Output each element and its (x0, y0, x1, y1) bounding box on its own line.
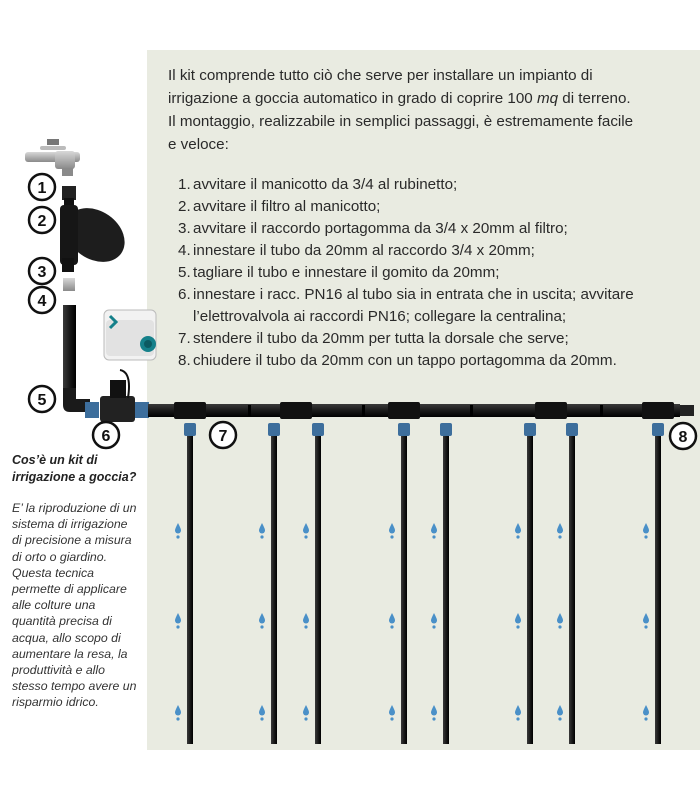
badge-3 (29, 258, 55, 284)
pn16-fitting (85, 402, 99, 418)
drip-connector (312, 423, 324, 436)
drip-connector (268, 423, 280, 436)
intro-line-2-pre: irrigazione a goccia automatico in grado di coprire 100 (168, 90, 537, 107)
tee-fitting (280, 402, 312, 419)
water-drop-icon (260, 625, 263, 628)
water-drop-icon (390, 717, 393, 720)
badge-7 (210, 422, 236, 448)
badge-1 (29, 174, 55, 200)
drip-connector (398, 423, 410, 436)
drip-line (443, 436, 449, 744)
badge-label: 7 (218, 428, 228, 445)
water-drop-icon (557, 613, 563, 624)
water-drop-icon (259, 523, 265, 534)
badge-4 (29, 287, 55, 313)
water-drop-icon (390, 625, 393, 628)
pn16-fitting (135, 402, 149, 418)
step-number: 5. (178, 264, 191, 281)
faucet-icon (25, 139, 80, 176)
intro-unit: mq (536, 90, 559, 107)
intro-line-3: Il montaggio, realizzabile in semplici passaggi, è estremamente facile (168, 113, 634, 130)
badge-label: 5 (37, 392, 47, 409)
step-text: chiudere il tubo da 20mm con un tappo portagomma da 20mm. (193, 352, 617, 369)
water-drop-icon (175, 523, 181, 534)
badge-5 (29, 386, 55, 412)
tee-fitting (174, 402, 206, 419)
faq-body: E’ la riproduzione di un sistema di irrigazione di precisione a misura di orto o giardino. Questa tecnica permette di applicare alle colture una quantità precisa di acqua, allo scopo di aumentare la resa, la produttività e allo stesso tempo avere un risparmio idrico. (12, 501, 137, 710)
tee-fitting (535, 402, 567, 419)
badge-label: 8 (678, 429, 688, 446)
step-number: 2. (178, 198, 191, 215)
water-drop-icon (176, 535, 179, 538)
badge-label: 2 (37, 213, 47, 230)
water-drop-icon (558, 625, 561, 628)
pipe-joint (248, 405, 251, 416)
filter-icon (55, 197, 135, 273)
water-drop-icon (432, 625, 435, 628)
pipe-joint (362, 405, 365, 416)
water-drop-icon (431, 613, 437, 624)
intro-line-2-post: di terreno. (558, 90, 631, 107)
drip-connector (566, 423, 578, 436)
drip-line (401, 436, 407, 744)
water-drop-icon (389, 613, 395, 624)
intro-line-4: e veloce: (168, 136, 229, 153)
step-text: tagliare il tubo e innestare il gomito da 20mm; (193, 264, 500, 281)
badge-label: 3 (37, 264, 47, 281)
step-text: innestare il tubo da 20mm al raccordo 3/4 x 20mm; (193, 242, 535, 259)
step-text: avvitare il filtro al manicotto; (193, 198, 381, 215)
water-drop-icon (431, 523, 437, 534)
drip-line (655, 436, 661, 744)
pipe-joint (600, 405, 603, 416)
water-drop-icon (431, 705, 437, 716)
step-number: 4. (178, 242, 191, 259)
drip-line (187, 436, 193, 744)
feed-pipe (63, 305, 76, 390)
badge-label: 4 (37, 293, 47, 310)
intro-line-1: Il kit comprende tutto ciò che serve per installare un impianto di (168, 67, 593, 84)
drip-connector (524, 423, 536, 436)
water-drop-icon (644, 625, 647, 628)
water-drop-icon (259, 705, 265, 716)
water-drop-icon (304, 625, 307, 628)
water-drop-icon (516, 535, 519, 538)
water-drop-icon (643, 705, 649, 716)
drip-line (527, 436, 533, 744)
step-number: 7. (178, 330, 191, 347)
step-text: avvitare il manicotto da 3/4 al rubinetto; (193, 176, 458, 193)
badge-2 (29, 207, 55, 233)
step-number: 3. (178, 220, 191, 237)
water-drop-icon (432, 535, 435, 538)
water-drop-icon (516, 717, 519, 720)
water-drop-icon (175, 613, 181, 624)
water-drop-icon (515, 523, 521, 534)
water-drop-icon (558, 717, 561, 720)
water-drop-icon (644, 535, 647, 538)
water-drop-icon (432, 717, 435, 720)
controller-icon (104, 310, 156, 360)
water-drop-icon (303, 523, 309, 534)
step-text: stendere il tubo da 20mm per tutta la dorsale che serve; (193, 330, 569, 347)
water-drop-icon (260, 535, 263, 538)
water-drop-icon (389, 705, 395, 716)
drip-connector (184, 423, 196, 436)
water-drop-icon (558, 535, 561, 538)
water-drop-icon (390, 535, 393, 538)
water-drop-icon (515, 705, 521, 716)
water-drop-icon (176, 717, 179, 720)
faq-title: Cos’è un kit di irrigazione a goccia? (12, 453, 137, 484)
water-drop-icon (643, 523, 649, 534)
water-drop-icon (644, 717, 647, 720)
hose-adapter-fitting (63, 278, 75, 291)
drip-line (569, 436, 575, 744)
end-cap (680, 405, 694, 416)
water-drop-icon (303, 613, 309, 624)
lateral-lines (174, 402, 674, 744)
drip-connector (440, 423, 452, 436)
water-drop-icon (516, 625, 519, 628)
drip-line (315, 436, 321, 744)
drip-line (271, 436, 277, 744)
water-drop-icon (515, 613, 521, 624)
badge-6 (93, 422, 119, 448)
step-text: avvitare il raccordo portagomma da 3/4 x 20mm al filtro; (193, 220, 568, 237)
water-drop-icon (259, 613, 265, 624)
solenoid-valve-icon (100, 370, 135, 422)
step-number: 6. (178, 286, 191, 303)
water-drop-icon (175, 705, 181, 716)
badge-label: 1 (37, 180, 47, 197)
water-drop-icon (643, 613, 649, 624)
pipe-joint (470, 405, 473, 416)
tee-fitting (642, 402, 674, 419)
water-drop-icon (304, 717, 307, 720)
badge-8 (670, 423, 696, 449)
water-drop-icon (389, 523, 395, 534)
drip-connector (652, 423, 664, 436)
coupling-fitting (62, 186, 76, 200)
water-drop-icon (557, 705, 563, 716)
step-text: innestare i racc. PN16 al tubo sia in entrata che in uscita; avvitare l’elettrovalvola ai raccordi PN16; collegare la centralina; (193, 286, 634, 325)
tee-fitting (388, 402, 420, 419)
water-drop-icon (303, 705, 309, 716)
step-number: 1. (178, 176, 191, 193)
water-drop-icon (304, 535, 307, 538)
step-number: 8. (178, 352, 191, 369)
water-drop-icon (176, 625, 179, 628)
water-drop-icon (557, 523, 563, 534)
water-drop-icon (260, 717, 263, 720)
badge-label: 6 (101, 428, 111, 445)
